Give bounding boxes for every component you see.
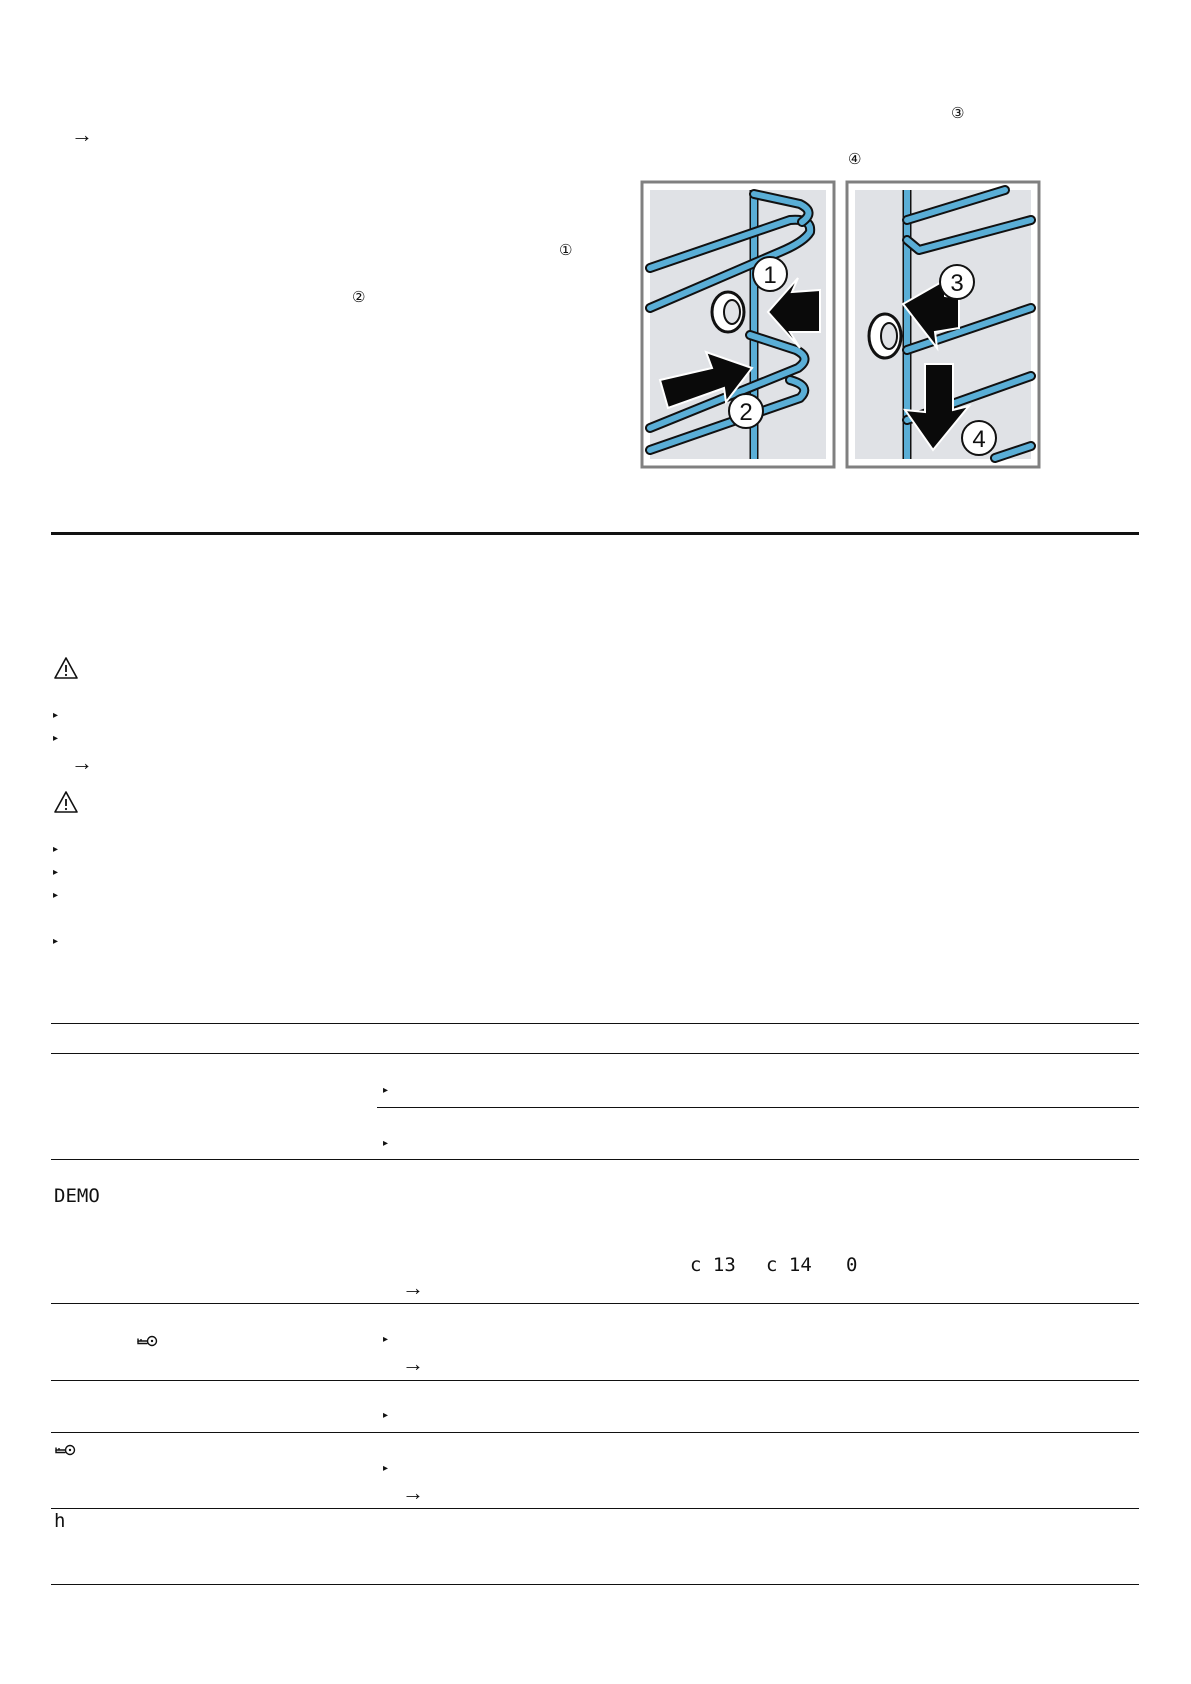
shelf-support-removal-figure-right [845,180,1041,469]
table-header-rule [51,1053,1139,1054]
result-arrow: → [71,750,93,775]
shelf-support-removal-figure-left [640,180,836,469]
table-subrow-rule [377,1107,1139,1108]
bullet-marker: ▸ [53,936,59,947]
display-zero-symbol: 0 [846,1254,858,1276]
section-divider [51,532,1139,535]
table-row-rule [51,1303,1139,1304]
figure-label-2: 2 [739,399,753,426]
bullet-marker: ▸ [383,1334,389,1345]
display-demo-symbol: DEMO [54,1185,100,1207]
step-3-marker: ③ [951,105,965,122]
bullet-marker: ▸ [53,710,59,721]
bullet-marker: ▸ [383,1463,389,1474]
table-row-rule [51,1380,1139,1381]
table-row-rule [51,1432,1139,1433]
step-1-marker: ① [559,242,573,259]
warning-triangle-icon [53,656,79,680]
bullet-marker: ▸ [53,867,59,878]
figure-label-4: 4 [972,426,986,453]
table-bottom-rule [51,1584,1139,1585]
bullet-marker: ▸ [53,890,59,901]
bullet-marker: ▸ [383,1410,389,1421]
step-2-marker: ② [352,289,366,306]
figure-label-1: 1 [763,262,777,289]
result-arrow: → [402,1480,424,1505]
display-c13-symbol: c 13 [690,1254,736,1276]
bullet-marker: ▸ [53,844,59,855]
bullet-marker: ▸ [383,1138,389,1149]
table-row-rule [51,1159,1139,1160]
step-4-marker: ④ [848,151,862,168]
table-top-rule [51,1023,1139,1024]
result-arrow: → [71,122,93,147]
bullet-marker: ▸ [53,733,59,744]
warning-triangle-icon [53,790,79,814]
result-arrow: → [402,1351,424,1376]
key-icon [54,1443,76,1455]
result-arrow: → [402,1275,424,1300]
display-c14-symbol: c 14 [766,1254,812,1276]
bullet-marker: ▸ [383,1085,389,1096]
table-row-rule [51,1508,1139,1509]
display-h-symbol: h [54,1510,66,1532]
key-icon [136,1334,158,1346]
figure-label-3: 3 [950,270,964,297]
